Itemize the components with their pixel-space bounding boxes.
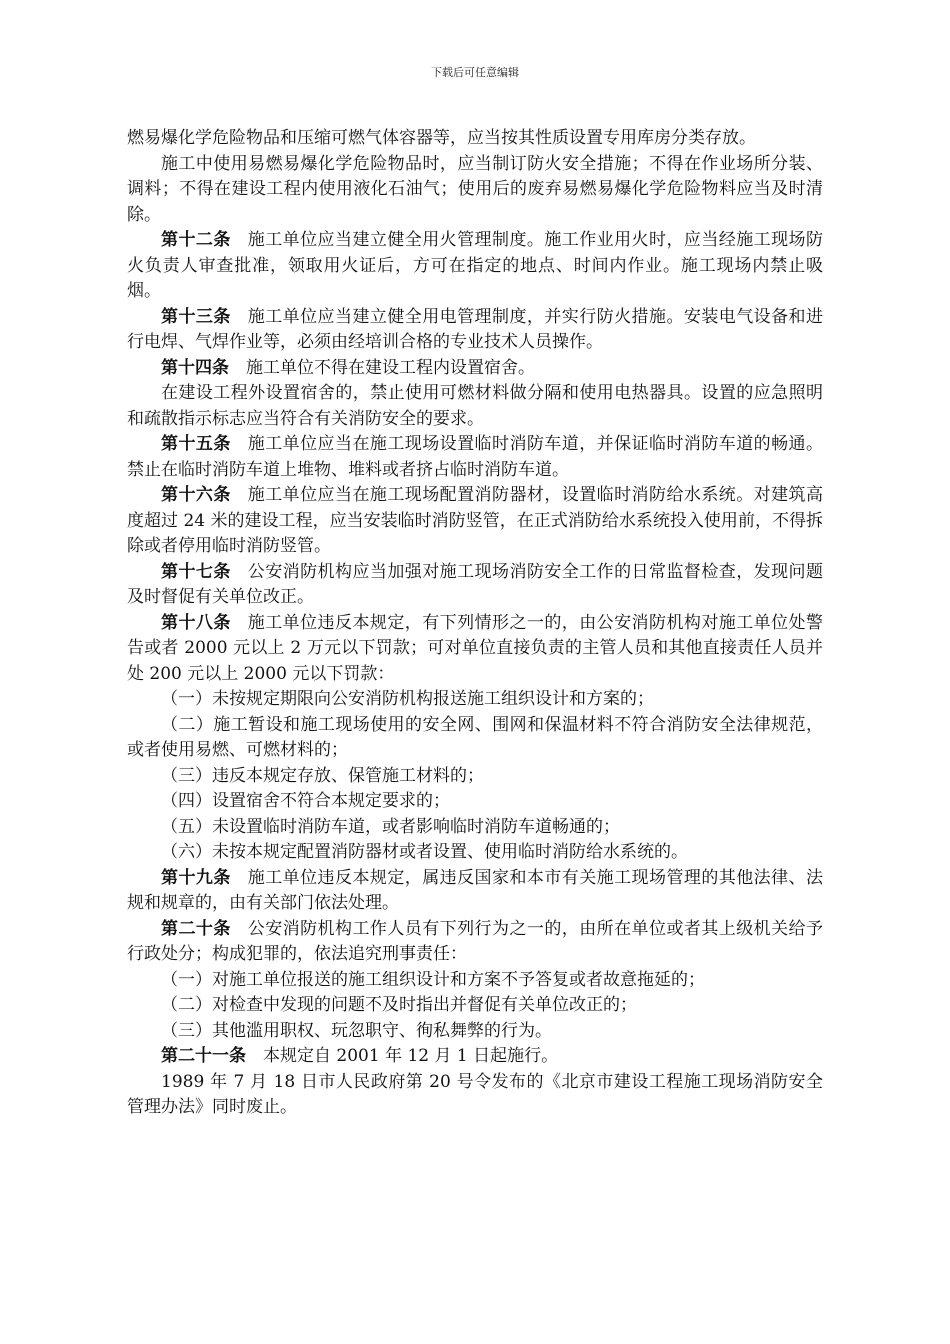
list-item-text: （四）设置宿舍不符合本规定要求的； <box>161 791 450 811</box>
paragraph <box>127 228 823 305</box>
list-item-text: （三）其他滥用职权、玩忽职守、徇私舞弊的行为。 <box>161 1020 552 1041</box>
list-item <box>127 764 823 790</box>
paragraph <box>127 126 823 152</box>
paragraph-text: 公安消防机构工作人员有下列行为之一的，由所在单位或者其上级机关给予行政处分；构成犯罪的，依法追究刑事责任： <box>127 918 824 964</box>
article-number: 第二十一条 <box>161 1046 246 1066</box>
paragraph <box>127 1070 823 1121</box>
paragraph <box>127 483 823 560</box>
article-number: 第十六条 <box>161 485 231 505</box>
list-item-text: （五）未设置临时消防车道，或者影响临时消防车道畅通的； <box>161 816 620 837</box>
paragraph-text: 施工单位违反本规定，有下列情形之一的，由公安消防机构对施工单位处警告或者 2000 元以上 2 万元以下罚款；可对单位直接负责的主管人员和其他直接责任人员并处 200 元以上 2000 元以下罚款： <box>127 612 824 684</box>
list-item-text: （三）违反本规定存放、保管施工材料的； <box>161 765 484 786</box>
paragraph-text: 施工单位违反本规定，属违反国家和本市有关施工现场管理的其他法律、法规和规章的，由有关部门依法处理。 <box>127 867 824 913</box>
paragraph-text: 施工单位应当建立健全用火管理制度。施工作业用火时，应当经施工现场防火负责人审查批准，领取用火证后，方可在指定的地点、时间内作业。施工现场内禁止吸烟。 <box>127 230 824 301</box>
paragraph-text: 燃易爆化学危险物品和压缩可燃气体容器等，应当按其性质设置专用库房分类存放。 <box>127 128 756 148</box>
list-item <box>127 713 823 764</box>
paragraph-text: 本规定自 2001 年 12 月 1 日起施行。 <box>263 1046 559 1066</box>
paragraph-text: 1989 年 7 月 18 日市人民政府第 20 号令发布的《北京市建设工程施工现场消防安全管理办法》同时废止。 <box>127 1071 823 1117</box>
paragraph <box>127 432 823 483</box>
paragraph <box>127 611 823 688</box>
list-item-text: （二）施工暂设和施工现场使用的安全网、围网和保温材料不符合消防安全法律规范，或者使用易燃、可燃材料的； <box>127 714 823 760</box>
list-item <box>127 1019 823 1045</box>
paragraph-text: 施工中使用易燃易爆化学危险物品时，应当制订防火安全措施；不得在作业场所分装、调料；不得在建设工程内使用液化石油气；使用后的废弃易燃易爆化学危险物料应当及时清除。 <box>127 153 823 225</box>
paragraph-text: 公安消防机构应当加强对施工现场消防安全工作的日常监督检查，发现问题及时督促有关单位改正。 <box>127 561 824 607</box>
document-body <box>127 126 823 1121</box>
list-item <box>127 968 823 994</box>
paragraph <box>127 917 823 968</box>
article-number: 第十五条 <box>161 434 231 454</box>
list-item <box>127 789 823 815</box>
paragraph <box>127 1044 823 1070</box>
paragraph <box>127 305 823 356</box>
paragraph-text: 施工单位不得在建设工程内设置宿舍。 <box>246 357 535 378</box>
article-number: 第十八条 <box>161 612 231 633</box>
page-header: 下载后可任意编辑 <box>431 66 519 79</box>
paragraph-text: 施工单位应当在施工现场设置临时消防车道，并保证临时消防车道的畅通。禁止在临时消防车道上堆物、堆料或者挤占临时消防车道。 <box>127 434 824 480</box>
list-item-text: （六）未按本规定配置消防器材或者设置、使用临时消防给水系统的。 <box>161 842 688 862</box>
list-item-text: （一）未按规定期限向公安消防机构报送施工组织设计和方案的； <box>161 689 654 709</box>
article-number: 第二十条 <box>161 918 231 939</box>
list-item <box>127 993 823 1019</box>
list-item <box>127 840 823 866</box>
article-number: 第十七条 <box>161 561 231 582</box>
paragraph <box>127 866 823 917</box>
paragraph-text: 在建设工程外设置宿舍的，禁止使用可燃材料做分隔和使用电热器具。设置的应急照明和疏散指示标志应当符合有关消防安全的要求。 <box>127 383 823 429</box>
paragraph-text: 施工单位应当在施工现场配置消防器材，设置临时消防给水系统。对建筑高度超过 24 米的建设工程，应当安装临时消防竖管，在正式消防给水系统投入使用前，不得拆除或者停用临时消防竖管。 <box>127 485 824 556</box>
list-item-text: （一）对施工单位报送的施工组织设计和方案不予答复或者故意拖延的； <box>161 969 705 990</box>
paragraph-text: 施工单位应当建立健全用电管理制度，并实行防火措施。安装电气设备和进行电焊、气焊作业等，必须由经培训合格的专业技术人员操作。 <box>127 306 824 352</box>
paragraph <box>127 560 823 611</box>
list-item-text: （二）对检查中发现的问题不及时指出并督促有关单位改正的； <box>161 995 637 1015</box>
article-number: 第十九条 <box>161 867 231 888</box>
article-number: 第十三条 <box>161 306 231 327</box>
list-item <box>127 815 823 841</box>
paragraph <box>127 152 823 229</box>
paragraph <box>127 381 823 432</box>
article-number: 第十四条 <box>161 357 229 378</box>
paragraph <box>127 356 823 382</box>
article-number: 第十二条 <box>161 230 231 250</box>
list-item <box>127 687 823 713</box>
